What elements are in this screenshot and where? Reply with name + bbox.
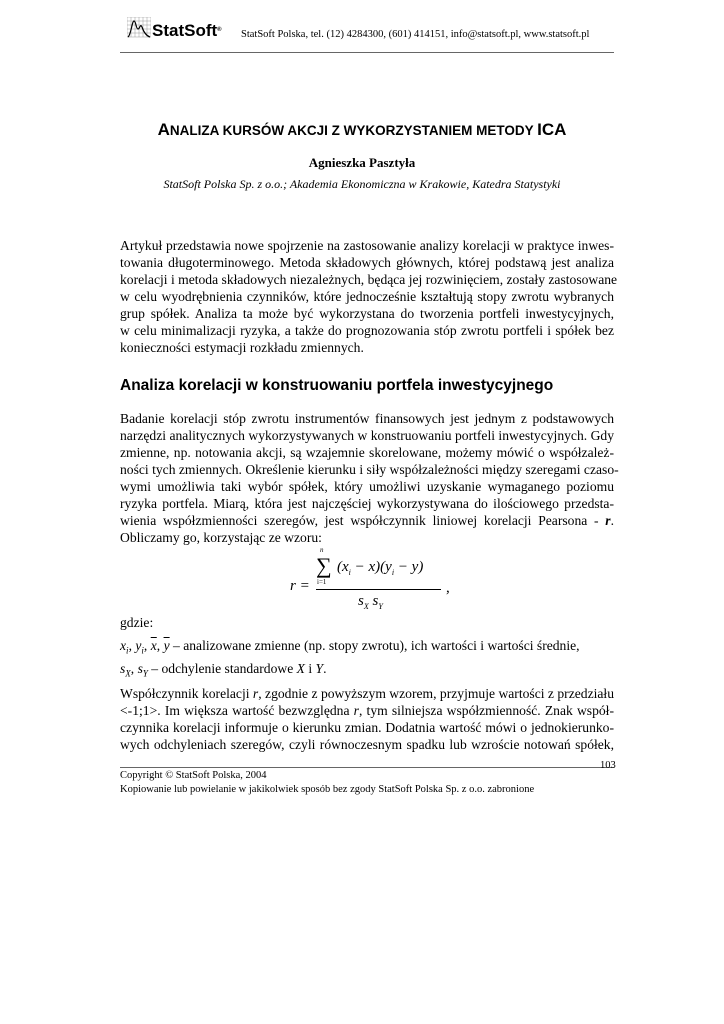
text-run: ryzyka portfela. Miarą, która jest najczęściej wykorzystywana do ilościowego przedsta- — [120, 496, 614, 511]
sum-lower-limit: i=1 — [317, 578, 327, 586]
text-line — [120, 339, 614, 356]
math-symbol: r — [353, 703, 359, 718]
title-part: NALIZA KURSÓW AKCJI Z WYKORZYSTANIEM METODY — [169, 123, 538, 138]
text-line — [120, 322, 614, 339]
math-symbol: r — [252, 686, 259, 701]
math-symbol: y — [135, 638, 142, 653]
definition-line — [120, 637, 614, 654]
text-line — [120, 702, 614, 719]
title-part: A — [157, 120, 170, 139]
text-line — [120, 660, 614, 677]
formula-comma: , — [446, 580, 450, 596]
title-part: ICA — [537, 120, 567, 139]
text-run: . — [610, 513, 614, 528]
text-line — [120, 719, 614, 736]
text-run: – analizowane zmienne (np. stopy zwrotu), ich wartości i wartości średnie, — [169, 638, 580, 653]
subscript: X — [125, 668, 131, 679]
text-line — [120, 254, 614, 271]
definition-line — [120, 660, 614, 677]
text-run: grup spółek. Analiza ta może być wykorzystana do tworzenia portfeli inwestycyjnych, — [120, 306, 614, 321]
num-sub: i — [391, 568, 395, 577]
text-run: wymi umożliwia taki wybór spółek, który umożliwi uzyskanie wymaganego poziomu — [120, 479, 614, 494]
text-run: – odchylenie standardowe — [147, 661, 297, 676]
text-run: Współczynnik korelacji — [120, 686, 253, 701]
num-part: − x)(y — [350, 559, 392, 575]
logo-wordmark: StatSoft — [152, 21, 218, 40]
text-run: wych odchyleniach szeregów, czyli równoczesnym spadku lub wzroście notowań spółek, — [120, 737, 614, 752]
subscript: i — [141, 645, 144, 656]
text-run: ności tych zmiennych. Określenie kierunku i siły współzależności między szeregami czaso- — [120, 462, 619, 477]
math-symbol: x — [120, 638, 127, 653]
text-run: , tym silniejsza współzmienność. Znak współ- — [358, 703, 614, 718]
page-header — [127, 17, 614, 45]
text-run: Badanie korelacji stóp zwrotu instrumentów finansowych jest jednym z podstawowych — [120, 411, 614, 426]
text-line — [120, 410, 614, 427]
math-symbol: r — [605, 513, 611, 528]
text-run: . — [323, 661, 327, 676]
where-label — [120, 614, 614, 631]
formula-lhs: r = — [290, 578, 310, 594]
text-line — [120, 495, 614, 512]
num-sub: i — [348, 568, 351, 577]
author-affiliation: StatSoft Polska Sp. z o.o.; Akademia Ekonomiczna w Krakowie, Katedra Statystyki — [163, 177, 561, 191]
den-sub: X — [363, 602, 369, 611]
text-run: i — [304, 661, 316, 676]
pearson-formula — [290, 546, 460, 614]
den-sub: Y — [378, 602, 383, 611]
math-symbol: s — [120, 661, 126, 676]
text-line — [120, 288, 614, 305]
text-run: narzędzi analitycznych wykorzystywanych w konstruowaniu portfeli inwestycyjnych. Gdy — [120, 428, 614, 443]
sum-upper-limit: n — [320, 546, 324, 554]
page-number: 103 — [600, 760, 616, 771]
text-line — [120, 237, 614, 254]
text-line — [120, 444, 614, 461]
abstract-paragraph — [120, 237, 618, 356]
den-part: s — [358, 593, 364, 609]
text-line — [120, 685, 614, 702]
text-run: , — [128, 638, 136, 653]
text-run: w celu minimalizacji ryzyka, a także do prognozowania stóp zwrotu portfeli i spółek bez — [120, 323, 614, 338]
subscript: i — [126, 645, 129, 656]
text-run: <-1;1>. Im większa wartość bezwzględna — [120, 703, 354, 718]
num-part: − y) — [394, 559, 424, 575]
copy-notice: Kopiowanie lub powielanie w jakikolwiek sposób bez zgody StatSoft Polska Sp. z o.o. zabronione — [120, 784, 535, 795]
text-run: , — [143, 638, 151, 653]
text-line — [120, 637, 614, 654]
text-run: towania długoterminowego. Metoda składowych głównych, której podstawą jest analiza — [120, 255, 614, 270]
fraction-bar — [316, 589, 441, 590]
registered-mark: ® — [217, 27, 222, 33]
header-contact: StatSoft Polska, tel. (12) 4284300, (601) 414151, info@statsoft.pl, www.statsoft.pl — [241, 29, 590, 40]
text-run: w celu wyodrębnienia czynników, które jednocześnie kształtują stopy zwrotu wybranych — [120, 289, 614, 304]
logo-text — [152, 22, 222, 39]
text-line — [120, 478, 614, 495]
subscript: Y — [142, 668, 148, 679]
text-line — [120, 736, 614, 753]
statsoft-logo — [127, 17, 222, 39]
text-line — [120, 461, 619, 478]
sum-symbol: ∑ — [316, 553, 332, 578]
text-run: Obliczamy go, korzystając ze wzoru: — [120, 530, 322, 545]
text-line — [120, 512, 614, 529]
body-paragraph — [120, 410, 619, 546]
text-run: Artykuł przedstawia nowe spojrzenie na zastosowanie analizy korelacji w praktyce inwes- — [120, 238, 614, 253]
text-line — [120, 305, 614, 322]
body-paragraph — [120, 685, 614, 753]
formula-denominator — [358, 593, 383, 610]
text-line: gdzie: — [120, 615, 154, 630]
text-line — [120, 271, 618, 288]
article-title — [0, 120, 724, 140]
text-run: czynnika korelacji informuje o kierunku zmian. Dodatnia wartość mówi o jednokierunko- — [120, 720, 614, 735]
formula-numerator — [337, 559, 423, 576]
author-name: Agnieszka Pasztyła — [308, 155, 416, 170]
footer-divider — [120, 767, 614, 768]
text-run: , — [156, 638, 164, 653]
text-line — [120, 529, 614, 546]
text-run: wienia współzmienności szeregów, jest współczynnik liniowej korelacji Pearsona - — [120, 513, 606, 528]
math-symbol: $\overline{y}$ — [163, 638, 170, 653]
section-heading: Analiza korelacji w konstruowaniu portfela inwestycyjnego — [120, 377, 554, 394]
text-line — [120, 427, 614, 444]
text-run: korelacji i metoda składowych niezależnych, będąca jej rozwinięciem, zostały zastosowane — [120, 272, 618, 287]
header-divider — [120, 52, 614, 53]
text-run: , zgodnie z powyższym wzorem, przyjmuje wartości z przedziału — [258, 686, 614, 701]
math-symbol: X — [296, 661, 305, 676]
text-run: , — [130, 661, 138, 676]
math-symbol: Y — [315, 661, 324, 676]
math-symbol: $\overline{x}$ — [150, 638, 157, 653]
text-run: zmienne, np. notowania akcji, są wzajemnie skorelowane, możemy mówić o współzależ- — [120, 445, 614, 460]
copyright: Copyright © StatSoft Polska, 2004 — [120, 770, 267, 781]
den-part: s — [372, 593, 379, 609]
text-run: konieczności estymacji rozkładu zmiennych. — [120, 340, 364, 355]
num-part: (x — [337, 559, 349, 575]
chart-logo-icon — [127, 17, 151, 39]
math-symbol: s — [137, 661, 143, 676]
